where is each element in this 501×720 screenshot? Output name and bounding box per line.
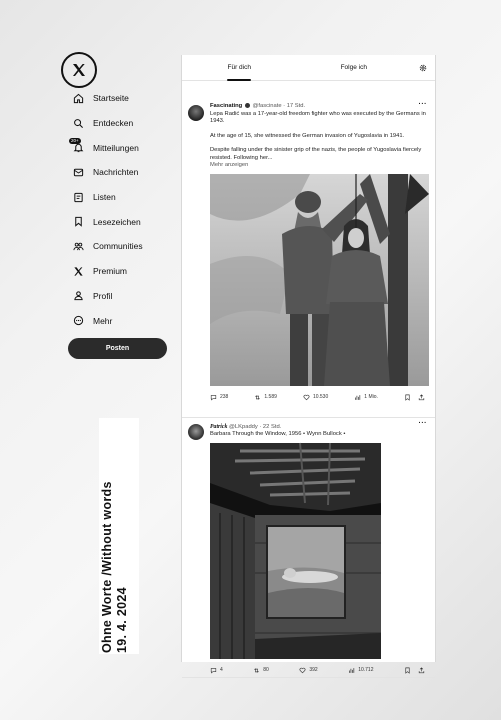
like-count: 10.530 [312,394,329,401]
sidebar-item-mitteilungen[interactable] [72,135,143,160]
views-button[interactable] [354,394,378,401]
tab-for-you[interactable] [182,55,297,80]
reply-count: 4 [220,667,223,674]
x-logo-icon[interactable] [61,52,97,88]
views-icon [354,394,361,401]
verified-badge-icon [245,103,250,108]
tweet-header [210,103,429,109]
sidebar-item-label: Profil [93,290,113,301]
sidebar-item-label: Communities [93,241,143,252]
list-icon [72,191,84,203]
sidebar-item-communities[interactable] [72,234,143,259]
tab-following[interactable] [297,55,412,80]
author-handle[interactable]: @LKpaddy · 22 Std. [229,424,282,430]
sidebar-item-nachrichten[interactable] [72,160,143,185]
caption-text [100,419,130,653]
sidebar-item-label: Premium [93,266,128,277]
tab-label: Für dich [227,64,251,71]
tweet-photo[interactable] [210,443,381,659]
caption-title: Ohne Worte /Without words [100,481,114,653]
like-button[interactable] [299,667,317,674]
mail-icon [72,166,84,178]
tweet-paragraph: Despite falling under the sinister grip of the nazis, the people of Yugoslavia fiercely resisted. Following her... [210,147,422,161]
tweet-paragraph: Lepa Radić was a 17-year-old freedom fighter who was executed by the Germans in 1943. [210,111,426,125]
sidebar-item-premium[interactable] [72,259,143,284]
share-button[interactable] [418,394,425,401]
views-button[interactable] [348,667,373,674]
tweet-photo[interactable] [210,174,429,386]
more-circle-icon [72,315,84,327]
sidebar-nav [72,86,143,333]
tweet-text: Barbara Through the Window, 1956 • Wynn Bullock • [210,431,346,437]
reply-button[interactable] [210,394,228,401]
view-count: 1 Mio. [364,394,378,401]
heart-icon [299,667,306,674]
tweet-text [210,111,429,162]
avatar[interactable] [188,424,204,440]
repost-button[interactable] [253,667,269,674]
views-icon [348,667,355,674]
more-options-icon[interactable]: ··· [418,101,427,108]
sidebar-item-profil[interactable] [72,284,143,309]
home-icon [72,92,84,104]
sidebar-item-label: Nachrichten [93,167,139,178]
share-icon [418,667,425,674]
timeline [181,55,436,674]
sidebar-item-label: Listen [93,192,116,203]
photo-barbara-through-the-window [210,443,381,659]
like-count: 392 [309,667,318,674]
heart-icon [303,394,310,401]
tab-label: Folge ich [340,64,367,71]
view-count: 10.712 [358,667,374,674]
repost-icon [254,394,261,401]
communities-icon [72,240,84,252]
bookmark-button[interactable] [404,667,411,674]
show-more-link[interactable]: Mehr anzeigen [210,162,249,169]
author-handle[interactable]: @fascinate · 17 Std. [252,103,306,110]
x-icon [72,265,84,277]
avatar[interactable] [188,105,204,121]
search-icon [72,117,84,129]
sidebar-item-label: Lesezeichen [93,216,141,227]
author-name[interactable]: Fascinating [210,103,243,110]
sidebar-item-lesezeichen[interactable] [72,209,143,234]
reply-icon [210,667,217,674]
sidebar-item-label: Entdecken [93,118,134,129]
bookmark-icon [404,394,411,401]
tweet-actions [210,386,429,408]
repost-count: 1.589 [264,394,277,401]
sidebar-item-label: Mehr [93,315,113,326]
reply-count: 238 [220,394,229,401]
bell-icon [71,137,84,154]
notification-badge: 20+ [71,137,79,143]
tweet[interactable] [182,81,435,418]
sidebar-item-label: Startseite [93,93,129,104]
photo-lepa-radic [210,174,429,386]
repost-button[interactable] [254,394,277,401]
timeline-tabs [182,55,435,81]
sidebar-item-mehr[interactable] [72,308,143,333]
settings-gear-icon[interactable] [411,55,435,80]
sidebar-item-entdecken[interactable] [72,111,143,136]
reply-button[interactable] [210,667,223,674]
share-icon [418,394,425,401]
profile-icon [72,290,84,302]
repost-icon [253,667,260,674]
like-button[interactable] [303,394,328,401]
caption-date: 19. 4. 2024 [115,587,129,653]
bookmark-icon [404,667,411,674]
reply-icon [210,394,217,401]
sidebar-item-startseite[interactable] [72,86,143,111]
tweet-header [210,424,429,430]
sidebar-item-listen[interactable] [72,185,143,210]
bookmark-icon [72,216,84,228]
repost-count: 80 [263,667,269,674]
sidebar-item-label: Mitteilungen [93,142,139,153]
tweet-paragraph: At the age of 15, she witnessed the German invasion of Yugoslavia in 1941. [210,132,405,139]
tweet[interactable] [182,418,435,678]
post-button[interactable]: Posten [68,338,167,359]
more-options-icon[interactable]: ··· [418,420,427,427]
tweet-actions [210,659,429,681]
bookmark-button[interactable] [404,394,411,401]
author-name[interactable]: Patrick [210,424,228,430]
share-button[interactable] [418,667,425,674]
